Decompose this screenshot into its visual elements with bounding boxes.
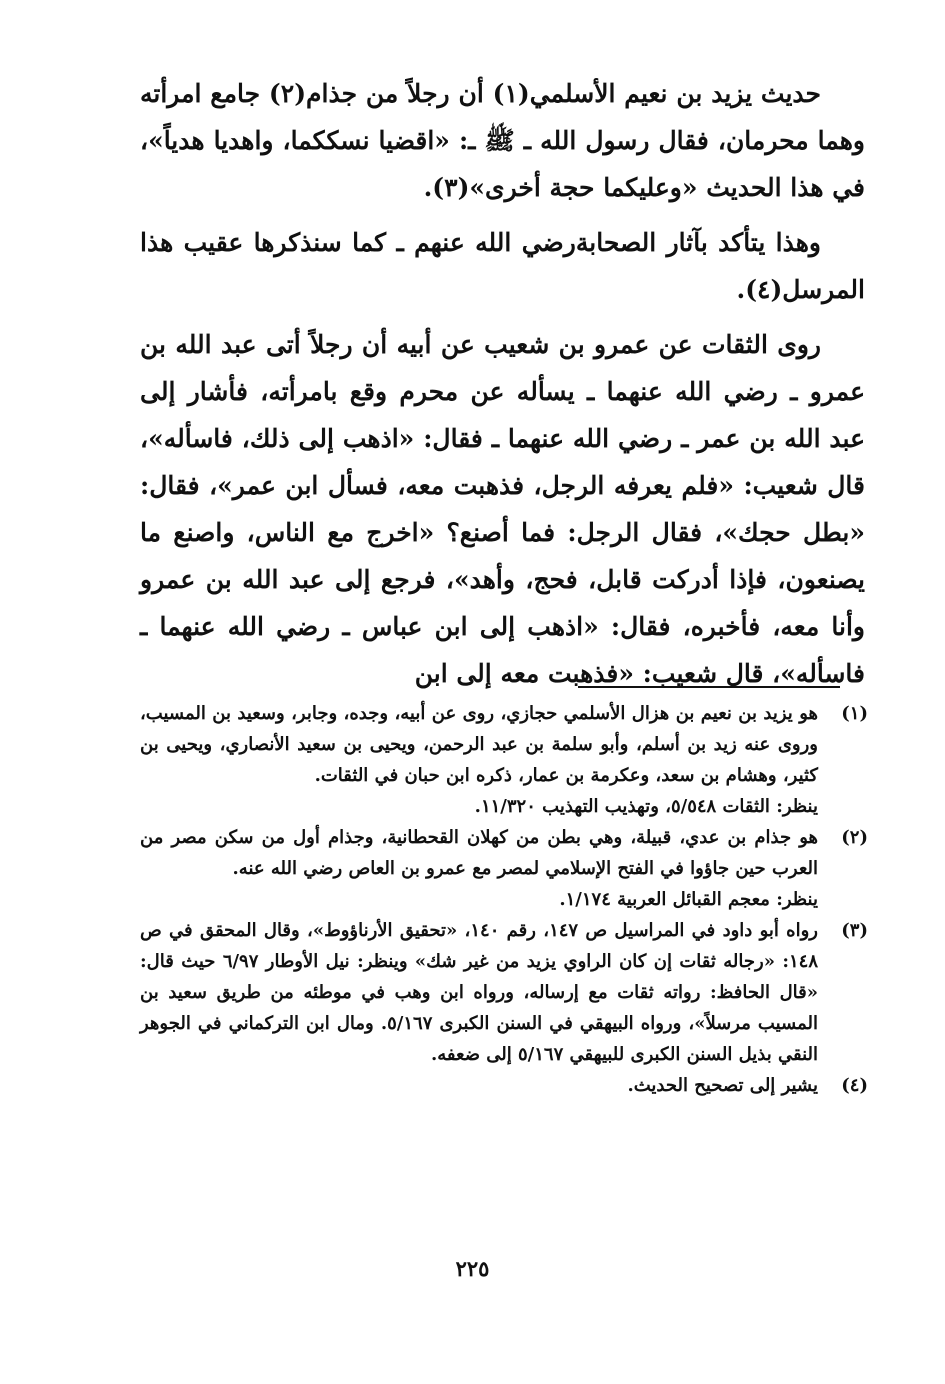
footnote-1 — [140, 698, 868, 822]
footnote-body — [140, 1070, 818, 1101]
footnote-text: هو يزيد بن نعيم بن هزال الأسلمي حجازي، روى عن أبيه، وجده، وجابر، وسعيد بن المسيب، وروى عنه زيد بن أسلم، وأبو سلمة بن عبد الرحمن، ويحيى بن سعيد الأنصاري، ويحيى بن كثير، وهشام بن سعد، وعكرمة بن عمار، ذكره ابن حبان في الثقات. — [140, 703, 818, 786]
footnote-text: هو جذام بن عدي، قبيلة، وهي بطن من كهلان القحطانية، وجذام أول من سكن مصر من العرب حين جاؤوا في الفتح الإسلامي لمصر مع عمرو بن العاص رضي الله عنه. — [140, 827, 818, 879]
main-text — [140, 70, 865, 697]
page-number: ٢٢٥ — [455, 1256, 490, 1281]
footnote-number: (٣) — [841, 920, 868, 941]
footnote-text: رواه أبو داود في المراسيل ص ١٤٧، رقم ١٤٠، «تحقيق الأرناؤوط»، وقال المحقق في ص ١٤٨: «رجاله ثقات إن كان الراوي يزيد من غير شك» وينظر: نيل الأوطار ٦/٩٧ حيث قال: «قال الحافظ: رواته ثقات مع إرساله، ورواه ابن وهب في موطئه من طريق سعيد بن المسيب مرسلاً»، ورواه البيهقي في السنن الكبرى ٥/١٦٧. ومال ابن التركماني في الجوهر النقي بذيل السنن الكبرى للبيهقي ٥/١٦٧ إلى ضعفه. — [140, 920, 818, 1065]
footnote-3 — [140, 915, 868, 1070]
paragraph-1: حديث يزيد بن نعيم الأسلمي(١) أن رجلاً من جذام(٢) جامع امرأته وهما محرمان، فقال رسول الله ـ ﷺ ـ: «اقضيا نسككما، واهديا هدياً»، في هذا الحديث «وعليكما حجة أخرى»(٣). — [140, 79, 865, 202]
paragraph-3: روى الثقات عن عمرو بن شعيب عن أبيه أن رجلاً أتى عبد الله بن عمرو ـ رضي الله عنهما ـ يسأله عن محرم وقع بامرأته، فأشار إلى عبد الله بن عمر ـ رضي الله عنهما ـ فقال: «اذهب إلى ذلك، فاسأله»، قال شعيب: «فلم يعرفه الرجل، فذهبت معه، فسأل ابن عمر»، فقال: «بطل حجك»، فقال الرجل: فما أصنع؟ «اخرج مع الناس، واصنع ما يصنعون، فإذا أدركت قابل، فحج، وأهد»، فرجع إلى عبد الله بن عمرو وأنا معه، فأخبره، فقال: «اذهب إلى ابن عباس ـ رضي الله عنهما ـ فاسأله»، قال شعيب: «فذهبت معه إلى ابن — [140, 330, 865, 688]
footnote-number: (٤) — [841, 1075, 868, 1096]
footnote-body — [140, 822, 818, 915]
footnote-body — [140, 915, 818, 1070]
footnote-source: ينظر: الثقات ٥/٥٤٨، وتهذيب التهذيب ١١/٣٢٠. — [474, 796, 818, 817]
footnote-number: (٢) — [841, 827, 868, 848]
footnote-body — [140, 698, 818, 822]
paragraph-2: وهذا يتأكد بآثار الصحابةرضي الله عنهم ـ كما سنذكرها عقيب هذا المرسل(٤). — [140, 228, 865, 304]
footnotes — [140, 698, 868, 1101]
footnote-source: ينظر: معجم القبائل العربية ١/١٧٤. — [559, 889, 818, 910]
footnote-text: يشير إلى تصحيح الحديث. — [627, 1075, 818, 1096]
footnote-separator — [578, 686, 840, 688]
footnote-2 — [140, 822, 868, 915]
footnote-number: (١) — [841, 703, 868, 724]
footnote-4 — [140, 1070, 868, 1101]
